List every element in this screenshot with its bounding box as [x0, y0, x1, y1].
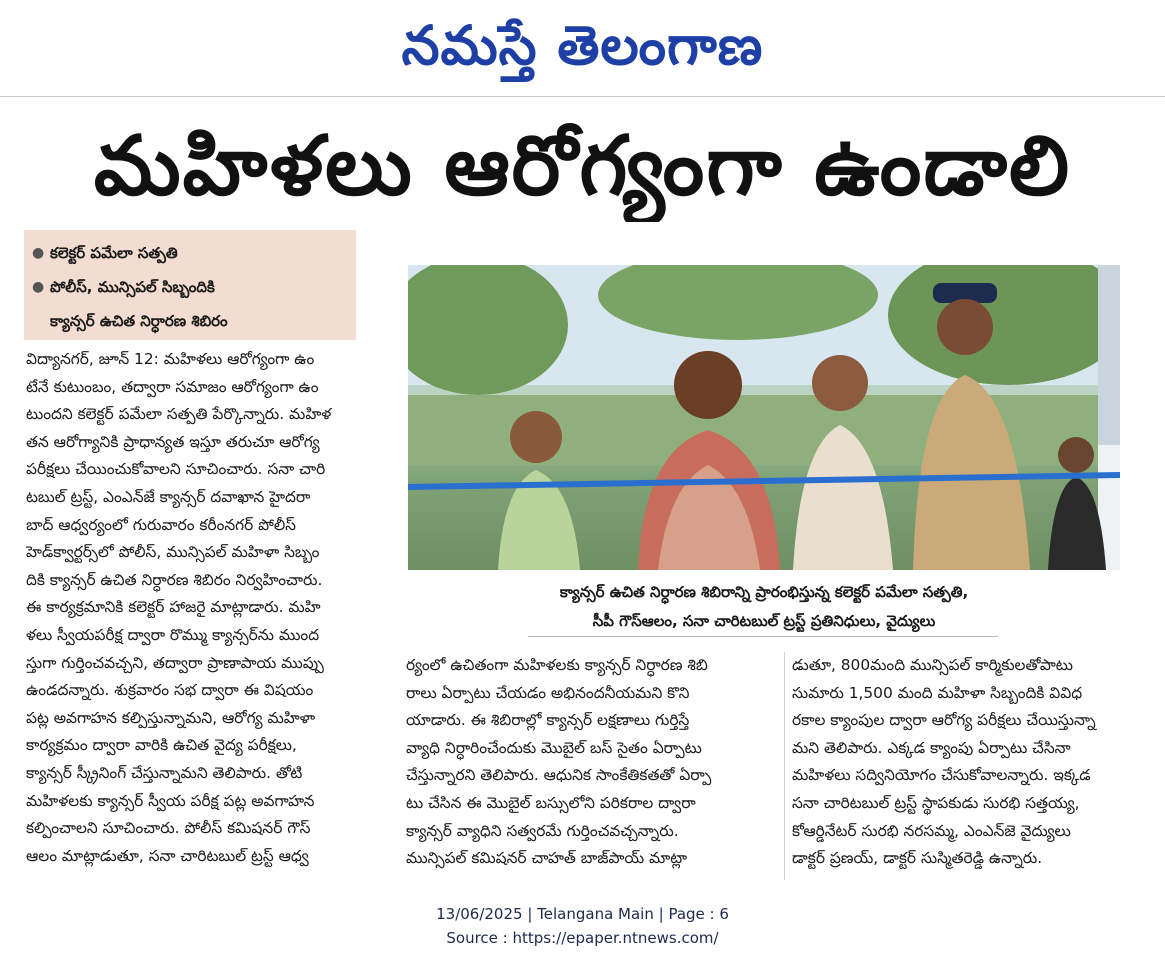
caption-underline — [528, 636, 998, 637]
article-line: ఈ కార్యక్రమానికి కలెక్టర్ హాజరై మాట్లాడారు. మహి — [26, 598, 321, 617]
article-line: మహిళలు సద్వినియోగం చేసుకోవాలన్నారు. ఇక్కడ — [792, 766, 1091, 785]
article-line: వ్యాధి నిర్ధారించేందుకు మొబైల్ బస్ సైతం ఏర్పాటు — [406, 738, 702, 757]
caption-line: సీపీ గౌస్‌ఆలం, సనా చారిటబుల్ ట్రస్ట్ ప్రతినిధులు, వైద్యులు — [592, 612, 936, 630]
article-line: మహిళలకు క్యాన్సర్ స్వీయ పరీక్ష పట్ల అవగాహన — [26, 791, 315, 810]
article-line: దికి క్యాన్సర్ ఉచిత నిర్ధారణ శిబిరం నిర్వహించారు. — [26, 570, 323, 589]
article-column-2 — [406, 652, 776, 873]
article-line: డాక్టర్ ప్రణయ్, డాక్టర్ సుస్మితరెడ్డి ఉన్నారు. — [792, 849, 1043, 868]
article-line: టబుల్ ట్రస్ట్, ఎంఎన్‌జే క్యాన్సర్ దవాఖాన హైదరా — [26, 487, 311, 506]
article-line: చేస్తున్నారని తెలిపారు. ఆధునిక సాంకేతికతతో ఏర్పా — [406, 766, 712, 785]
caption-line: క్యాన్సర్ ఉచిత నిర్ధారణ శిబిరాన్ని ప్రారంభిస్తున్న కలెక్టర్ పమేలా సత్పతి, — [559, 583, 969, 601]
source-link[interactable]: Source : https://epaper.ntnews.com/ — [446, 929, 719, 947]
article-line: స్తుగా గుర్తించవచ్చని, తద్వారా ప్రాణాపాయ ముప్పు — [26, 653, 324, 672]
article-line: హెడ్‌క్వార్టర్స్‌లో పోలీస్, మున్సిపల్ మహిళా సిబ్బం — [26, 543, 320, 562]
edition-info: 13/06/2025 | Telangana Main | Page : 6 — [436, 905, 729, 923]
highlight-text-continued: క్యాన్సర్ ఉచిత నిర్ధారణ శిబిరం — [50, 312, 228, 330]
highlights-box — [24, 230, 356, 340]
article-line: తన ఆరోగ్యానికి ప్రాధాన్యత ఇస్తూ తరుచూ ఆరోగ్య — [26, 432, 320, 451]
bullet-icon: ● — [32, 245, 45, 261]
article-line: విద్యానగర్, జూన్ 12: మహిళలు ఆరోగ్యంగా ఉం — [26, 350, 315, 368]
article-column-3 — [792, 652, 1142, 873]
event-photo — [408, 265, 1120, 570]
page-footer — [0, 902, 1165, 950]
highlight-text: కలెక్టర్ పమేలా సత్పతి — [50, 244, 178, 262]
article-line: సుమారు 1,500 మంది మహిళా సిబ్బందికి వివిధ — [792, 683, 1083, 702]
article-line: బాద్ ఆధ్వర్యంలో గురువారం కరీంనగర్ పోలీస్ — [26, 515, 296, 534]
masthead-divider — [0, 96, 1165, 97]
article-line: ఆలం మాట్లాడుతూ, సనా చారిటబుల్ ట్రస్ట్ ఆధ్వ — [26, 846, 309, 865]
article-line: కోఆర్డినేటర్ సురభి నరసమ్మ, ఎంఎన్‌జె వైద్యులు — [792, 821, 1071, 840]
article-line: యాడారు. ఈ శిబిరాల్లో క్యాన్సర్ లక్షణాలు గుర్తిస్తే — [406, 711, 690, 730]
article-column-1 — [26, 346, 378, 870]
article-line: కార్యక్రమం ద్వారా వారికి ఉచిత వైద్య పరీక్షలు, — [26, 736, 297, 755]
article-line: సనా చారిటబుల్ ట్రస్ట్ స్థాపకుడు సురభి సత్తయ్య, — [792, 793, 1080, 812]
column-divider — [784, 652, 785, 880]
highlight-item — [32, 270, 348, 304]
article-line: మున్సిపల్ కమిషనర్ చాహత్ బాజ్‌పాయ్ మాట్లా — [406, 849, 688, 868]
photo-caption — [408, 578, 1120, 636]
article-line: టుందని కలెక్టర్ పమేలా సత్పతి పేర్కొన్నారు. మహిళ — [26, 405, 332, 424]
ribbon-cutting-illustration — [408, 265, 1120, 570]
article-line: ర్యంలో ఉచితంగా మహిళలకు క్యాన్సర్ నిర్ధారణ శిబి — [406, 656, 708, 674]
article-line: టు చేసిన ఈ మొబైల్ బస్సులోని పరికరాల ద్వారా — [406, 793, 696, 812]
article-line: పట్ల అవగాహన కల్పిస్తున్నామని, ఆరోగ్య మహిళా — [26, 708, 316, 727]
highlight-text: పోలీస్, మున్సిపల్ సిబ్బందికి — [50, 278, 215, 296]
newspaper-logo-title: నమస్తే తెలంగాణ — [401, 13, 764, 77]
bullet-icon: ● — [32, 279, 45, 295]
article-line: మని తెలిపారు. ఎక్కడ క్యాంపు ఏర్పాటు చేసినా — [792, 738, 1071, 757]
masthead — [0, 4, 1165, 86]
article-line: క్యాన్సర్ స్క్రీనింగ్ చేస్తున్నామని తెలిపారు. తోటి — [26, 763, 303, 782]
headline: మహిళలు ఆరోగ్యంగా ఉండాలి — [93, 119, 1072, 214]
article-line: డుతూ, 800మంది మున్సిపల్ కార్మికులతోపాటు — [792, 656, 1073, 674]
article-line: టేనే కుటుంబం, తద్వారా సమాజం ఆరోగ్యంగా ఉం — [26, 377, 319, 396]
article-line: రకాల క్యాంపుల ద్వారా ఆరోగ్య పరీక్షలు చేయిస్తున్నా — [792, 711, 1096, 730]
highlight-item — [32, 236, 348, 270]
article-line: ళలు స్వీయపరీక్ష ద్వారా రొమ్ము క్యాన్సర్‌ను ముంద — [26, 625, 320, 644]
article-line: క్యాన్సర్ వ్యాధిని సత్వరమే గుర్తించవచ్చన్నారు. — [406, 821, 679, 840]
article-line: పరీక్షలు చేయించుకోవాలని సూచించారు. సనా చారి — [26, 460, 326, 479]
article-line: ఉండదన్నారు. శుక్రవారం సభ ద్వారా ఈ విషయం — [26, 681, 314, 700]
article-line: కల్పించాలని సూచించారు. పోలీస్ కమిషనర్ గౌస్ — [26, 819, 311, 838]
article-line: రాలు ఏర్పాటు చేయడం అభినందనీయమని కొని — [406, 683, 690, 702]
